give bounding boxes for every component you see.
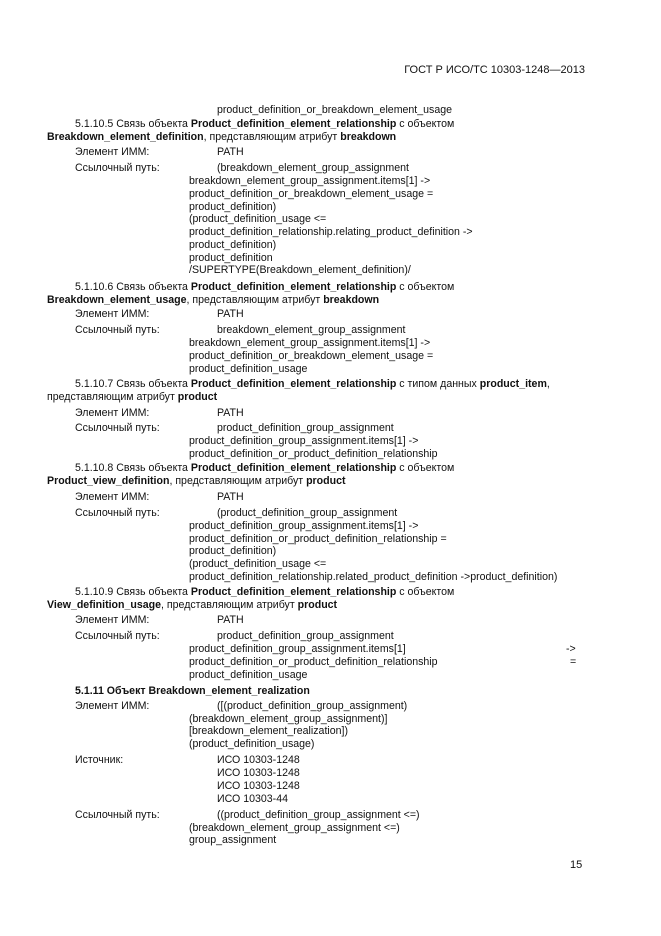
ref-label: Ссылочный путь:	[75, 162, 160, 174]
ref-line: product_definition)	[189, 545, 277, 557]
page-number: 15	[570, 859, 583, 871]
section-5-1-10-9-heading: 5.1.10.9 Связь объекта Product_definition_element_relationship с объектом	[75, 586, 455, 598]
imm-label: Элемент ИММ:	[75, 614, 150, 626]
ref-line: product_definition_usage	[189, 363, 308, 375]
ref-line: product_definition_group_assignment.items[1]	[189, 643, 406, 655]
ref-line: product_definition_or_product_definition_relationship =	[189, 533, 447, 545]
ref-line: /SUPERTYPE(Breakdown_element_definition)/	[189, 264, 411, 276]
imm-value: PATH	[217, 146, 244, 158]
ref-line: (product_definition_usage <=	[189, 213, 327, 225]
section-5-1-11-heading: 5.1.11 Объект Breakdown_element_realization	[75, 685, 310, 697]
ref-label: Ссылочный путь:	[75, 422, 160, 434]
imm-line: (breakdown_element_group_assignment)]	[189, 713, 388, 725]
ref-line: product_definition_relationship.related_product_definition ->product_definition)	[189, 571, 558, 583]
ref-equals: =	[570, 656, 577, 668]
ref-line: product_definition_group_assignment.items[1] ->	[189, 520, 419, 532]
ref-line: product_definition_or_breakdown_element_usage =	[189, 188, 434, 200]
imm-value: PATH	[217, 308, 244, 320]
ref-line: breakdown_element_group_assignment.items[1] ->	[189, 337, 431, 349]
section-5-1-10-7-heading: 5.1.10.7 Связь объекта Product_definition_element_relationship с типом данных product_item,	[75, 378, 550, 390]
source-line: ИСО 10303-1248	[217, 780, 300, 792]
section-5-1-10-5-heading-cont: Breakdown_element_definition, представляющим атрибут breakdown	[47, 131, 397, 143]
ref-line: ((product_definition_group_assignment <=)	[217, 809, 420, 821]
section-5-1-10-6-heading-cont: Breakdown_element_usage, представляющим атрибут breakdown	[47, 294, 380, 306]
imm-label: Элемент ИММ:	[75, 308, 150, 320]
imm-line: [breakdown_element_realization])	[189, 725, 348, 737]
source-label: Источник:	[75, 754, 124, 766]
ref-line: (breakdown_element_group_assignment	[217, 162, 409, 174]
ref-line: product_definition_usage	[189, 669, 308, 681]
ref-label: Ссылочный путь:	[75, 507, 160, 519]
ref-line: product_definition_relationship.relating_product_definition ->	[189, 226, 473, 238]
ref-label: Ссылочный путь:	[75, 324, 160, 336]
imm-label: Элемент ИММ:	[75, 407, 150, 419]
imm-label: Элемент ИММ:	[75, 491, 150, 503]
ref-line: (breakdown_element_group_assignment <=)	[189, 822, 400, 834]
imm-line: (product_definition_usage)	[189, 738, 315, 750]
ref-line: product_definition)	[189, 239, 277, 251]
imm-line: ([(product_definition_group_assignment)	[217, 700, 408, 712]
section-5-1-10-8-heading: 5.1.10.8 Связь объекта Product_definition_element_relationship с объектом	[75, 462, 455, 474]
imm-value: PATH	[217, 614, 244, 626]
section-5-1-10-6-heading: 5.1.10.6 Связь объекта Product_definition_element_relationship с объектом	[75, 281, 455, 293]
imm-value: PATH	[217, 491, 244, 503]
section-5-1-10-9-heading-cont: View_definition_usage, представляющим атрибут product	[47, 599, 338, 611]
imm-value: PATH	[217, 407, 244, 419]
imm-label: Элемент ИММ:	[75, 700, 150, 712]
section-5-1-10-8-heading-cont: Product_view_definition, представляющим атрибут product	[47, 475, 346, 487]
ref-line: breakdown_element_group_assignment.items[1] ->	[189, 175, 431, 187]
ref-label: Ссылочный путь:	[75, 809, 160, 821]
ref-line: product_definition_or_breakdown_element_usage =	[189, 350, 434, 362]
ref-arrow: ->	[566, 643, 576, 655]
ref-line: breakdown_element_group_assignment	[217, 324, 406, 336]
source-line: ИСО 10303-1248	[217, 754, 300, 766]
ref-line: product_definition_group_assignment	[217, 630, 394, 642]
ref-line: product_definition	[189, 252, 273, 264]
imm-label: Элемент ИММ:	[75, 146, 150, 158]
ref-line: product_definition_group_assignment.items[1] ->	[189, 435, 419, 447]
section-5-1-10-7-heading-cont: представляющим атрибут product	[47, 391, 218, 403]
ref-line: group_assignment	[189, 834, 277, 846]
ref-line: (product_definition_usage <=	[189, 558, 327, 570]
section-5-1-10-5-heading: 5.1.10.5 Связь объекта Product_definition_element_relationship с объектом	[75, 118, 455, 130]
ref-line: product_definition_group_assignment	[217, 422, 394, 434]
ref-label: Ссылочный путь:	[75, 630, 160, 642]
top-line: product_definition_or_breakdown_element_usage	[217, 104, 452, 116]
source-line: ИСО 10303-44	[217, 793, 288, 805]
ref-line: (product_definition_group_assignment	[217, 507, 398, 519]
ref-line: product_definition_or_product_definition_relationship	[189, 448, 438, 460]
source-line: ИСО 10303-1248	[217, 767, 300, 779]
ref-line: product_definition)	[189, 201, 277, 213]
page-header-standard-id: ГОСТ Р ИСО/ТС 10303-1248—2013	[404, 64, 585, 76]
ref-line: product_definition_or_product_definition_relationship	[189, 656, 438, 668]
